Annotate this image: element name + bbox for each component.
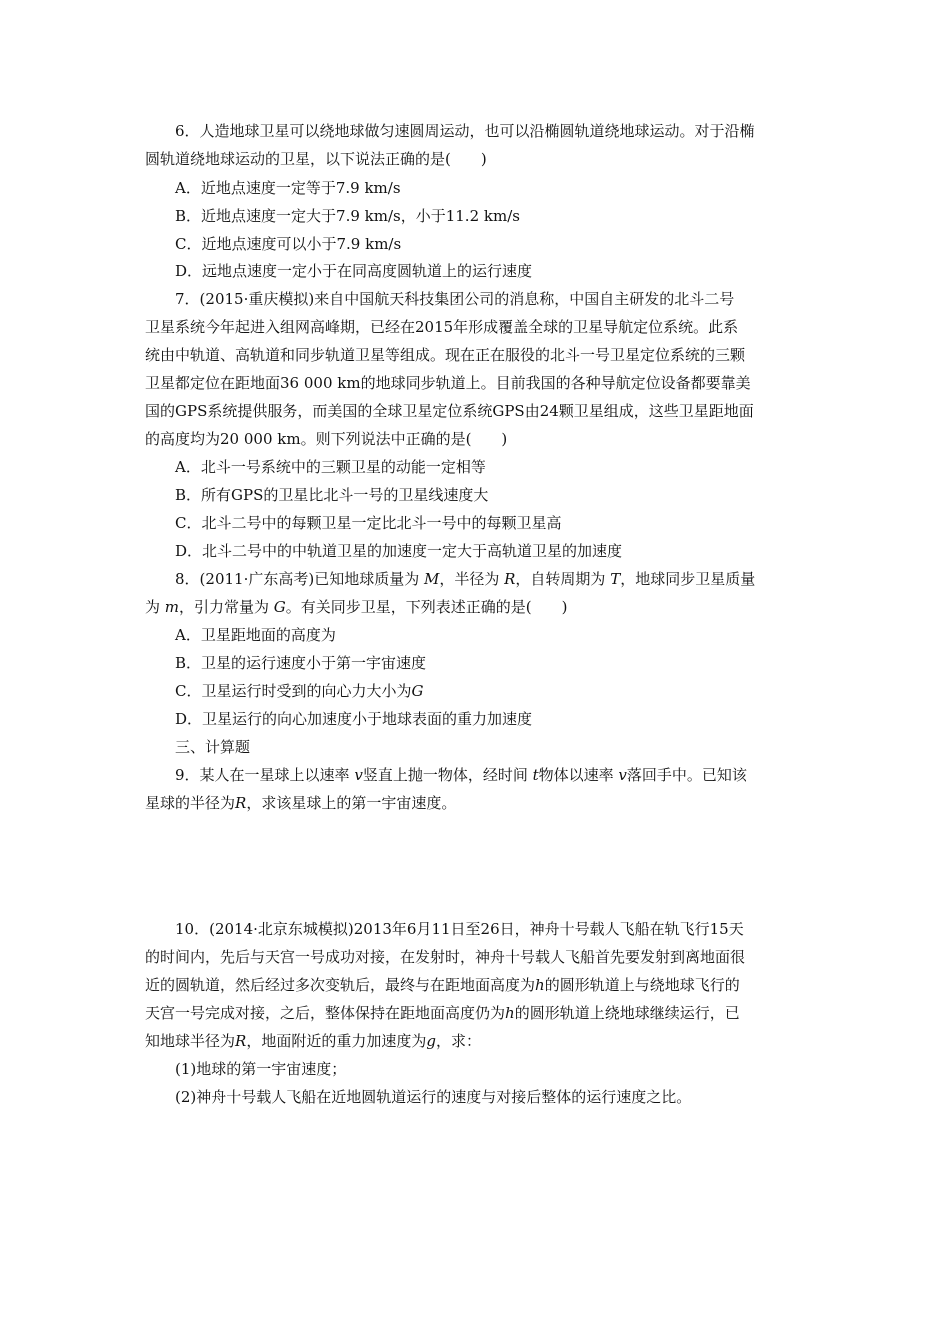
q8-var-R: R (504, 570, 516, 588)
q8-stem-line1 (175, 568, 755, 590)
q8-text: 。有关同步卫星，下列表述正确的是( ) (285, 598, 568, 616)
q9-var-v: v (618, 766, 627, 784)
q10-stem-line1: 10．(2014·北京东城模拟)2013年6月11日至26日，神舟十号载人飞船在轨飞行15天 (175, 920, 744, 938)
q10-text: 的圆形轨道上绕地球继续运行，已 (514, 1004, 740, 1022)
q8-text: 8．(2011·广东高考)已知地球质量为 (175, 570, 424, 588)
q7-option-d: D．北斗二号中的中轨道卫星的加速度一定大于高轨道卫星的加速度 (175, 542, 623, 560)
q8-option-c-var-G: G (411, 682, 424, 700)
q7-option-a: A．北斗一号系统中的三颗卫星的动能一定相等 (175, 458, 486, 476)
q10-subquestion-2: (2)神舟十号载人飞船在近地圆轨道运行的速度与对接后整体的运行速度之比。 (175, 1088, 692, 1106)
q9-text: 星球的半径为 (145, 794, 236, 812)
q8-var-m: m (164, 598, 180, 616)
q9-stem-line2 (145, 792, 456, 814)
q7-stem-line5: 国的GPS系统提供服务，而美国的全球卫星定位系统GPS由24颗卫星组成，这些卫星距地面 (145, 402, 754, 420)
q6-option-b: B．近地点速度一定大于7.9 km/s，小于11.2 km/s (175, 207, 520, 225)
q10-stem-line4 (145, 1002, 740, 1024)
q9-text: 物体以速率 (538, 766, 619, 784)
q7-stem-line1: 7．(2015·重庆模拟)来自中国航天科技集团公司的消息称，中国自主研发的北斗二号 (175, 290, 735, 308)
q10-stem-line3 (145, 974, 740, 996)
q9-stem-line1 (175, 764, 747, 786)
q8-option-b: B．卫星的运行速度小于第一宇宙速度 (175, 654, 427, 672)
q10-text: 近的圆轨道，然后经过多次变轨后，最终与在距地面高度为 (145, 976, 536, 994)
q8-text: ，半径为 (439, 570, 505, 588)
q10-text: 的圆形轨道上与绕地球飞行的 (544, 976, 740, 994)
q10-var-h: h (505, 1004, 515, 1022)
q7-option-c: C．北斗二号中的每颗卫星一定比北斗一号中的每颗卫星高 (175, 514, 562, 532)
q9-text: ，求该星球上的第一宇宙速度。 (246, 794, 457, 812)
q10-var-h: h (535, 976, 545, 994)
q8-option-c-text: C．卫星运行时受到的向心力大小为 (175, 682, 412, 700)
q10-var-g: g (426, 1032, 436, 1050)
q10-var-R: R (235, 1032, 247, 1050)
q9-var-v: v (354, 766, 363, 784)
q10-stem-line5 (145, 1030, 481, 1052)
q9-text: 9．某人在一星球上以速率 (175, 766, 355, 784)
q6-stem-line2: 圆轨道绕地球运动的卫星，以下说法正确的是( ) (145, 150, 487, 168)
q8-var-T: T (610, 570, 621, 588)
q7-stem-line6: 的高度均为20 000 km。则下列说法中正确的是( ) (145, 430, 508, 448)
q9-text: 竖直上抛一物体，经时间 (362, 766, 533, 784)
q7-option-b: B．所有GPS的卫星比北斗一号的卫星线速度大 (175, 486, 489, 504)
q6-option-c: C．近地点速度可以小于7.9 km/s (175, 235, 402, 253)
q6-option-a: A．近地点速度一定等于7.9 km/s (175, 179, 401, 197)
q7-stem-line2: 卫星系统今年起进入组网高峰期，已经在2015年形成覆盖全球的卫星导航定位系统。此系 (145, 318, 739, 336)
section-heading-calculation: 三、计算题 (175, 738, 251, 756)
q9-text: 落回手中。已知该 (626, 766, 747, 784)
q8-text: 为 (145, 598, 165, 616)
q9-var-R: R (235, 794, 247, 812)
q10-text: 知地球半径为 (145, 1032, 236, 1050)
q7-stem-line4: 卫星都定位在距地面36 000 km的地球同步轨道上。目前我国的各种导航定位设备都要靠美 (145, 374, 751, 392)
q8-text: ，引力常量为 (179, 598, 274, 616)
q10-text: ，地面附近的重力加速度为 (246, 1032, 427, 1050)
q8-option-c (175, 680, 423, 702)
q8-option-d: D．卫星运行的向心加速度小于地球表面的重力加速度 (175, 710, 533, 728)
q8-var-G: G (273, 598, 286, 616)
q6-stem-line1: 6．人造地球卫星可以绕地球做匀速圆周运动，也可以沿椭圆轨道绕地球运动。对于沿椭 (175, 122, 755, 140)
q8-option-a: A．卫星距地面的高度为 (175, 626, 336, 644)
q8-text: ，地球同步卫星质量 (620, 570, 756, 588)
q7-stem-line3: 统由中轨道、高轨道和同步轨道卫星等组成。现在正在服役的北斗一号卫星定位系统的三颗 (145, 346, 746, 364)
q8-text: ，自转周期为 (515, 570, 611, 588)
q8-stem-line2 (145, 596, 568, 618)
q8-var-M: M (423, 570, 440, 588)
q10-text: 天宫一号完成对接，之后，整体保持在距地面高度仍为 (145, 1004, 506, 1022)
q10-text: ，求： (435, 1032, 481, 1050)
q10-stem-line2: 的时间内，先后与天宫一号成功对接，在发射时，神舟十号载人飞船首先要发射到离地面很 (145, 948, 746, 966)
q6-option-d: D．远地点速度一定小于在同高度圆轨道上的运行速度 (175, 262, 533, 280)
q10-subquestion-1: (1)地球的第一宇宙速度； (175, 1060, 347, 1078)
q9-var-t: t (532, 766, 539, 784)
